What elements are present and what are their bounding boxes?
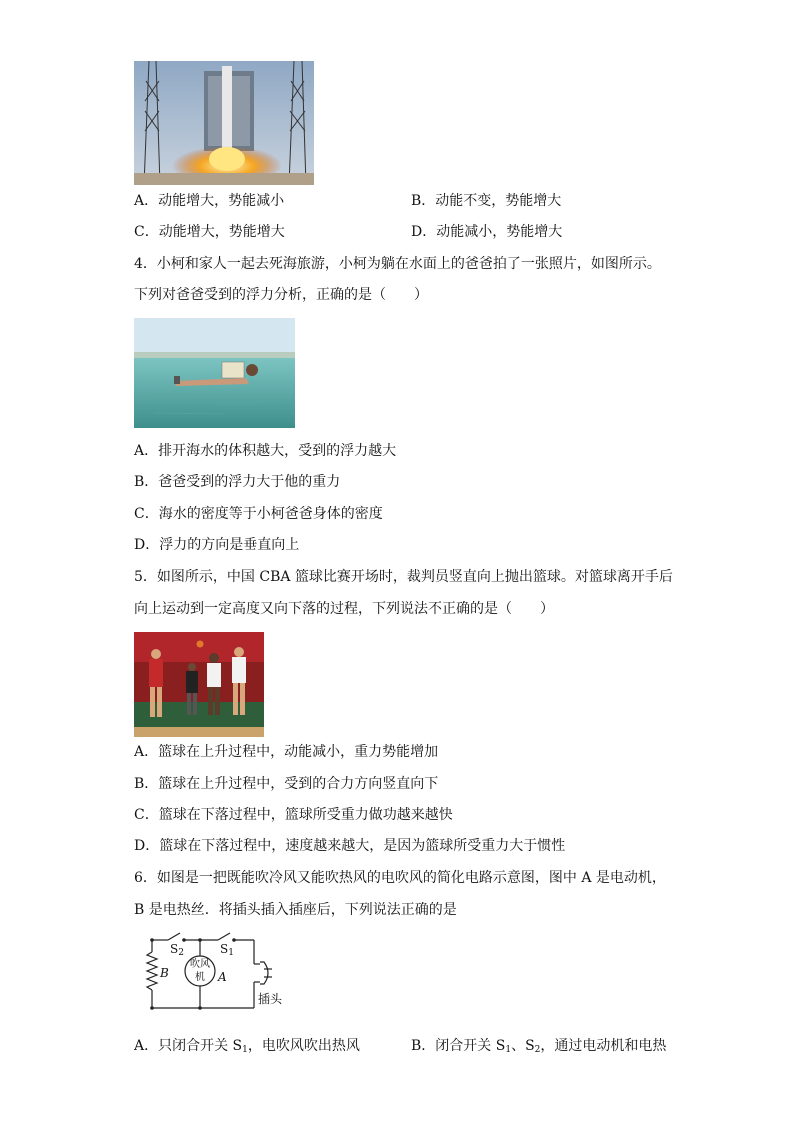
q4-option-a[interactable]: A．排开海水的体积越大，受到的浮力越大	[134, 443, 397, 459]
q5-stem-line1: 5．如图所示，中国 CBA 篮球比赛开场时，裁判员竖直向上抛出篮球。对篮球离开手后	[134, 569, 673, 585]
switch-s2-label: $S_2$	[170, 942, 184, 958]
q6-stem-line1: 6．如图是一把既能吹冷风又能吹热风的电吹风的简化电路示意图，图中 A 是电动机，	[134, 870, 666, 886]
q4-option-c[interactable]: C．海水的密度等于小柯爸爸身体的密度	[134, 506, 383, 522]
q5-stem-line2: 向上运动到一定高度又向下落的过程，下列说法不正确的是（ ）	[134, 601, 554, 617]
q3-option-b[interactable]: B．动能不变，势能增大	[411, 193, 562, 209]
q6-stem-line2: B 是电热丝．将插头插入插座后，下列说法正确的是	[134, 902, 457, 918]
q3-option-a[interactable]: A．动能增大，势能减小	[134, 193, 285, 209]
q4-option-d[interactable]: D．浮力的方向是垂直向上	[134, 537, 300, 553]
hair-dryer-circuit-diagram	[134, 928, 294, 1018]
q4-option-b[interactable]: B．爸爸受到的浮力大于他的重力	[134, 474, 341, 490]
q5-option-d[interactable]: D．篮球在下落过程中，速度越来越大，是因为篮球所受重力大于惯性	[134, 838, 566, 854]
q4-stem-line2: 下列对爸爸受到的浮力分析，正确的是（ ）	[134, 287, 428, 303]
q6-option-b[interactable]: B．闭合开关 $S_1$、$S_2$，通过电动机和电热	[411, 1038, 667, 1055]
motor-label-line2: 机	[195, 972, 205, 983]
basketball-tipoff-photo	[134, 632, 264, 737]
plug-label: 插头	[258, 992, 283, 1006]
motor-label-line1: 吹风	[190, 959, 210, 970]
motor-a-label: A	[218, 970, 227, 984]
switch-s1-label: $S_1$	[220, 942, 234, 958]
q3-option-d[interactable]: D．动能减小，势能增大	[411, 224, 563, 240]
q5-option-a[interactable]: A．篮球在上升过程中，动能减小，重力势能增加	[134, 744, 439, 760]
q4-stem-line1: 4．小柯和家人一起去死海旅游，小柯为躺在水面上的爸爸拍了一张照片，如图所示。	[134, 256, 661, 272]
rocket-launch-photo	[134, 61, 314, 185]
heater-b-label: B	[160, 966, 169, 980]
dead-sea-floating-photo	[134, 318, 295, 428]
q6-option-a[interactable]: A．只闭合开关 $S_1$，电吹风吹出热风	[134, 1038, 360, 1055]
q5-option-c[interactable]: C．篮球在下落过程中，篮球所受重力做功越来越快	[134, 807, 453, 823]
q5-option-b[interactable]: B．篮球在上升过程中，受到的合力方向竖直向下	[134, 776, 439, 792]
q3-option-c[interactable]: C．动能增大，势能增大	[134, 224, 285, 240]
